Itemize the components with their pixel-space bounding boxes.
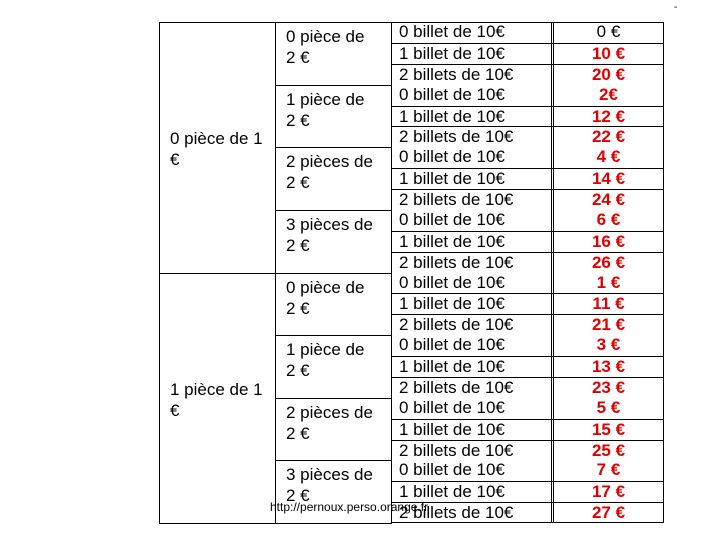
table-row	[391, 440, 664, 461]
corner-mark: -	[674, 2, 678, 13]
coin-2-sub-label: 1 pièce de 2 €	[276, 85, 392, 149]
bills-cell: 0 billet de 10€	[399, 335, 505, 355]
coin-2-sub-label: 3 pièces de 2 €	[276, 210, 392, 274]
bills-cell: 0 billet de 10€	[399, 209, 505, 229]
table-row	[391, 314, 664, 335]
bills-cell: 1 billet de 10€	[399, 43, 505, 63]
total-cell: 2€	[599, 84, 618, 104]
column-divider	[551, 22, 552, 523]
table-row	[391, 335, 664, 356]
table-row	[391, 502, 664, 523]
total-cell: 25 €	[591, 440, 626, 460]
total-cell: 23 €	[591, 377, 626, 397]
total-cell: 11 €	[592, 294, 625, 314]
bills-cell: 2 billets de 10€	[399, 315, 514, 335]
bills-cell: 0 billet de 10€	[399, 272, 505, 292]
total-cell: 17 €	[591, 482, 626, 502]
total-cell: 1 €	[596, 272, 621, 292]
bills-cell: 2 billets de 10€	[399, 440, 514, 460]
coin-1-group-label: 0 pièce de 1 €	[159, 22, 276, 274]
coin-2-sub-label: 0 pièce de 2 €	[276, 22, 392, 86]
table-row	[391, 106, 664, 127]
total-cell: 5 €	[596, 397, 621, 417]
bills-cell: 0 billet de 10€	[399, 22, 505, 41]
table-row	[391, 231, 664, 252]
total-cell: 6 €	[596, 209, 621, 229]
table-row	[391, 252, 664, 273]
bills-cell: 0 billet de 10€	[399, 84, 505, 104]
total-cell: 7 €	[596, 460, 621, 480]
bills-cell: 1 billet de 10€	[399, 106, 505, 126]
total-cell: 15 €	[591, 419, 626, 439]
bills-cell: 0 billet de 10€	[399, 460, 505, 480]
table-row	[391, 293, 664, 314]
bills-cell: 2 billets de 10€	[399, 503, 514, 523]
footer-url[interactable]: http://pernoux.perso.orange.fr	[270, 500, 429, 514]
bills-cell: 0 billet de 10€	[399, 397, 505, 417]
table-row	[391, 126, 664, 147]
bills-cell: 2 billets de 10€	[399, 190, 514, 209]
bills-cell: 2 billets de 10€	[399, 127, 514, 147]
total-cell: 12 €	[591, 106, 626, 126]
total-cell: 4 €	[596, 147, 621, 167]
column-divider	[553, 22, 554, 523]
table-row	[391, 168, 664, 189]
total-cell: 27 €	[591, 503, 626, 523]
table-row	[391, 147, 664, 168]
table-row	[391, 64, 664, 85]
total-cell: 24 €	[591, 190, 626, 209]
bills-cell: 2 billets de 10€	[399, 252, 514, 272]
total-cell: 0 €	[596, 22, 621, 41]
bills-cell: 0 billet de 10€	[399, 147, 505, 167]
table-row	[391, 43, 664, 64]
total-cell: 20 €	[591, 64, 626, 84]
bills-cell: 1 billet de 10€	[399, 482, 505, 502]
table-row	[391, 85, 664, 106]
coin-2-sub-label: 1 pièce de 2 €	[276, 335, 392, 399]
table-row	[391, 273, 664, 294]
coin-2-sub-label: 2 pièces de 2 €	[276, 147, 392, 211]
bills-cell: 2 billets de 10€	[399, 377, 514, 397]
total-cell: 13 €	[591, 357, 626, 376]
bills-cell: 1 billet de 10€	[399, 231, 505, 251]
bills-cell: 1 billet de 10€	[399, 357, 505, 376]
total-cell: 21 €	[591, 315, 626, 335]
coin-2-sub-label: 3 pièces de 2 €	[276, 460, 392, 524]
table-row	[391, 210, 664, 231]
table-row	[391, 481, 664, 502]
table-row	[391, 356, 664, 377]
total-cell: 16 €	[591, 231, 626, 251]
total-cell: 14 €	[591, 169, 626, 189]
table-row	[391, 22, 664, 43]
coin-2-sub-label: 2 pièces de 2 €	[276, 398, 392, 462]
bills-cell: 1 billet de 10€	[399, 169, 505, 189]
bills-cell: 1 billet de 10€	[399, 294, 505, 314]
table-row	[391, 377, 664, 398]
table-row	[391, 398, 664, 419]
coin-2-sub-label: 0 pièce de 2 €	[276, 273, 392, 337]
table-row	[391, 419, 664, 440]
total-cell: 22 €	[591, 127, 626, 147]
total-cell: 26 €	[591, 252, 626, 272]
coin-1-group-label: 1 pièce de 1 €	[159, 273, 276, 525]
bills-cell: 1 billet de 10€	[399, 419, 505, 439]
combinations-table	[159, 22, 664, 523]
total-cell: 3 €	[596, 335, 621, 355]
table-row	[391, 460, 664, 481]
bills-cell: 2 billets de 10€	[399, 64, 514, 84]
table-row	[391, 189, 664, 210]
total-cell: 10 €	[591, 43, 626, 63]
